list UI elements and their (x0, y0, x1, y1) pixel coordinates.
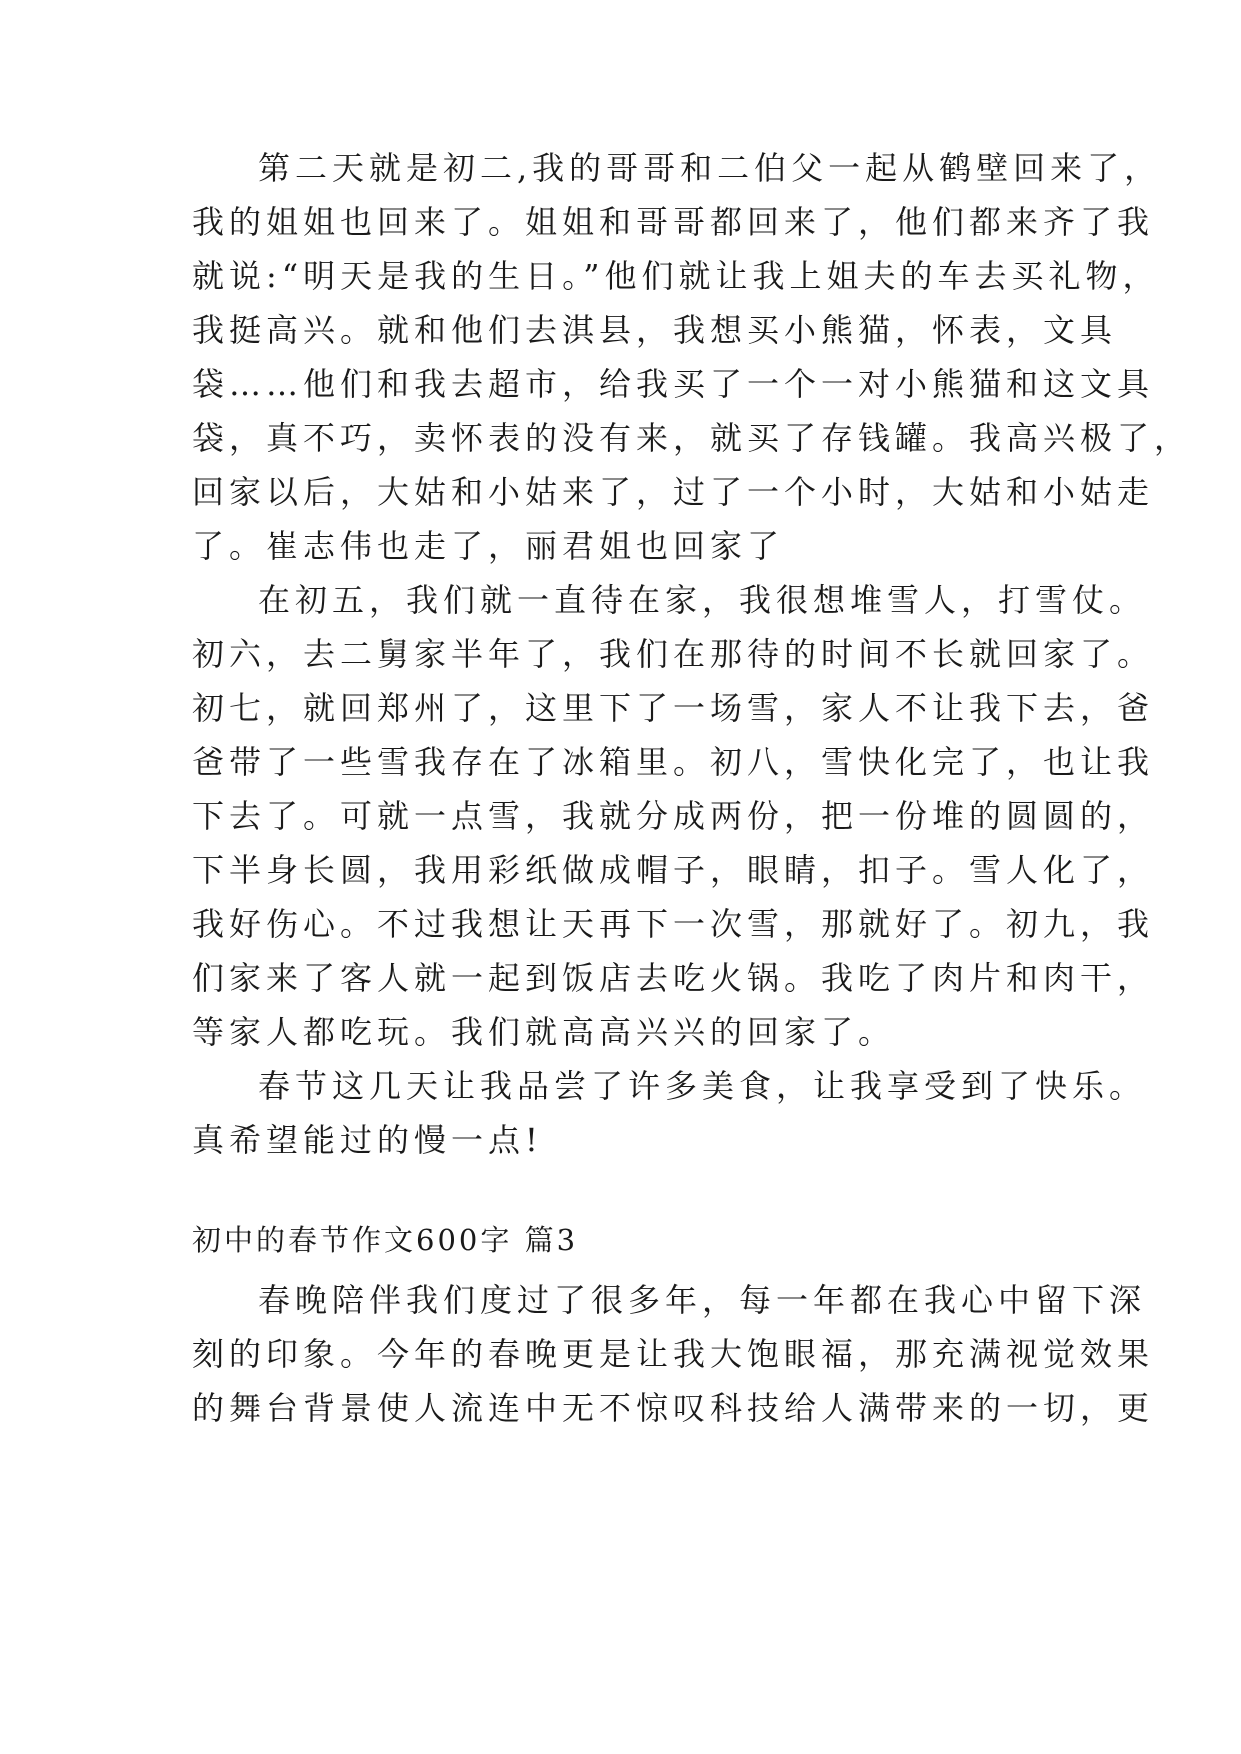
paragraph-line: 了。崔志伟也走了，丽君姐也回家了 (192, 527, 785, 565)
paragraph-line: 的舞台背景使人流连中无不惊叹科技给人满带来的一切，更 (192, 1389, 1155, 1427)
paragraph-line: 袋，真不巧，卖怀表的没有来，就买了存钱罐。我高兴极了， (192, 419, 1192, 457)
paragraph-line: 下去了。可就一点雪，我就分成两份，把一份堆的圆圆的， (192, 797, 1155, 835)
section-heading: 初中的春节作文600字 篇3 (192, 1223, 579, 1257)
paragraph-line: 我的姐姐也回来了。姐姐和哥哥都回来了，他们都来齐了我 (192, 203, 1155, 241)
paragraph-line: 回家以后，大姑和小姑来了，过了一个小时，大姑和小姑走 (192, 473, 1155, 511)
paragraph-line: 袋……他们和我去超市，给我买了一个一对小熊猫和这文具 (192, 365, 1155, 403)
paragraph-line: 春节这几天让我品尝了许多美食，让我享受到了快乐。 (258, 1067, 1147, 1105)
paragraph-line: 第二天就是初二,我的哥哥和二伯父一起从鹤壁回来了， (258, 149, 1162, 187)
paragraph-line: 下半身长圆，我用彩纸做成帽子，眼睛，扣子。雪人化了， (192, 851, 1155, 889)
paragraph-line: 初六，去二舅家半年了，我们在那待的时间不长就回家了。 (192, 635, 1155, 673)
paragraph-line: 在初五，我们就一直待在家，我很想堆雪人，打雪仗。 (258, 581, 1147, 619)
paragraph-line: 刻的印象。今年的春晚更是让我大饱眼福，那充满视觉效果 (192, 1335, 1155, 1373)
paragraph-line: 我挺高兴。就和他们去淇县，我想买小熊猫，怀表，文具 (192, 311, 1118, 349)
paragraph-line: 就说:“明天是我的生日。”他们就让我上姐夫的车去买礼物， (192, 257, 1160, 295)
paragraph-line: 我好伤心。不过我想让天再下一次雪，那就好了。初九，我 (192, 905, 1155, 943)
paragraph-line: 真希望能过的慢一点! (192, 1121, 543, 1159)
paragraph-line: 爸带了一些雪我存在了冰箱里。初八，雪快化完了，也让我 (192, 743, 1155, 781)
paragraph-line: 们家来了客人就一起到饭店去吃火锅。我吃了肉片和肉干， (192, 959, 1155, 997)
paragraph-line: 初七，就回郑州了，这里下了一场雪，家人不让我下去，爸 (192, 689, 1155, 727)
paragraph-line: 等家人都吃玩。我们就高高兴兴的回家了。 (192, 1013, 896, 1051)
paragraph-line: 春晚陪伴我们度过了很多年，每一年都在我心中留下深 (258, 1281, 1147, 1319)
